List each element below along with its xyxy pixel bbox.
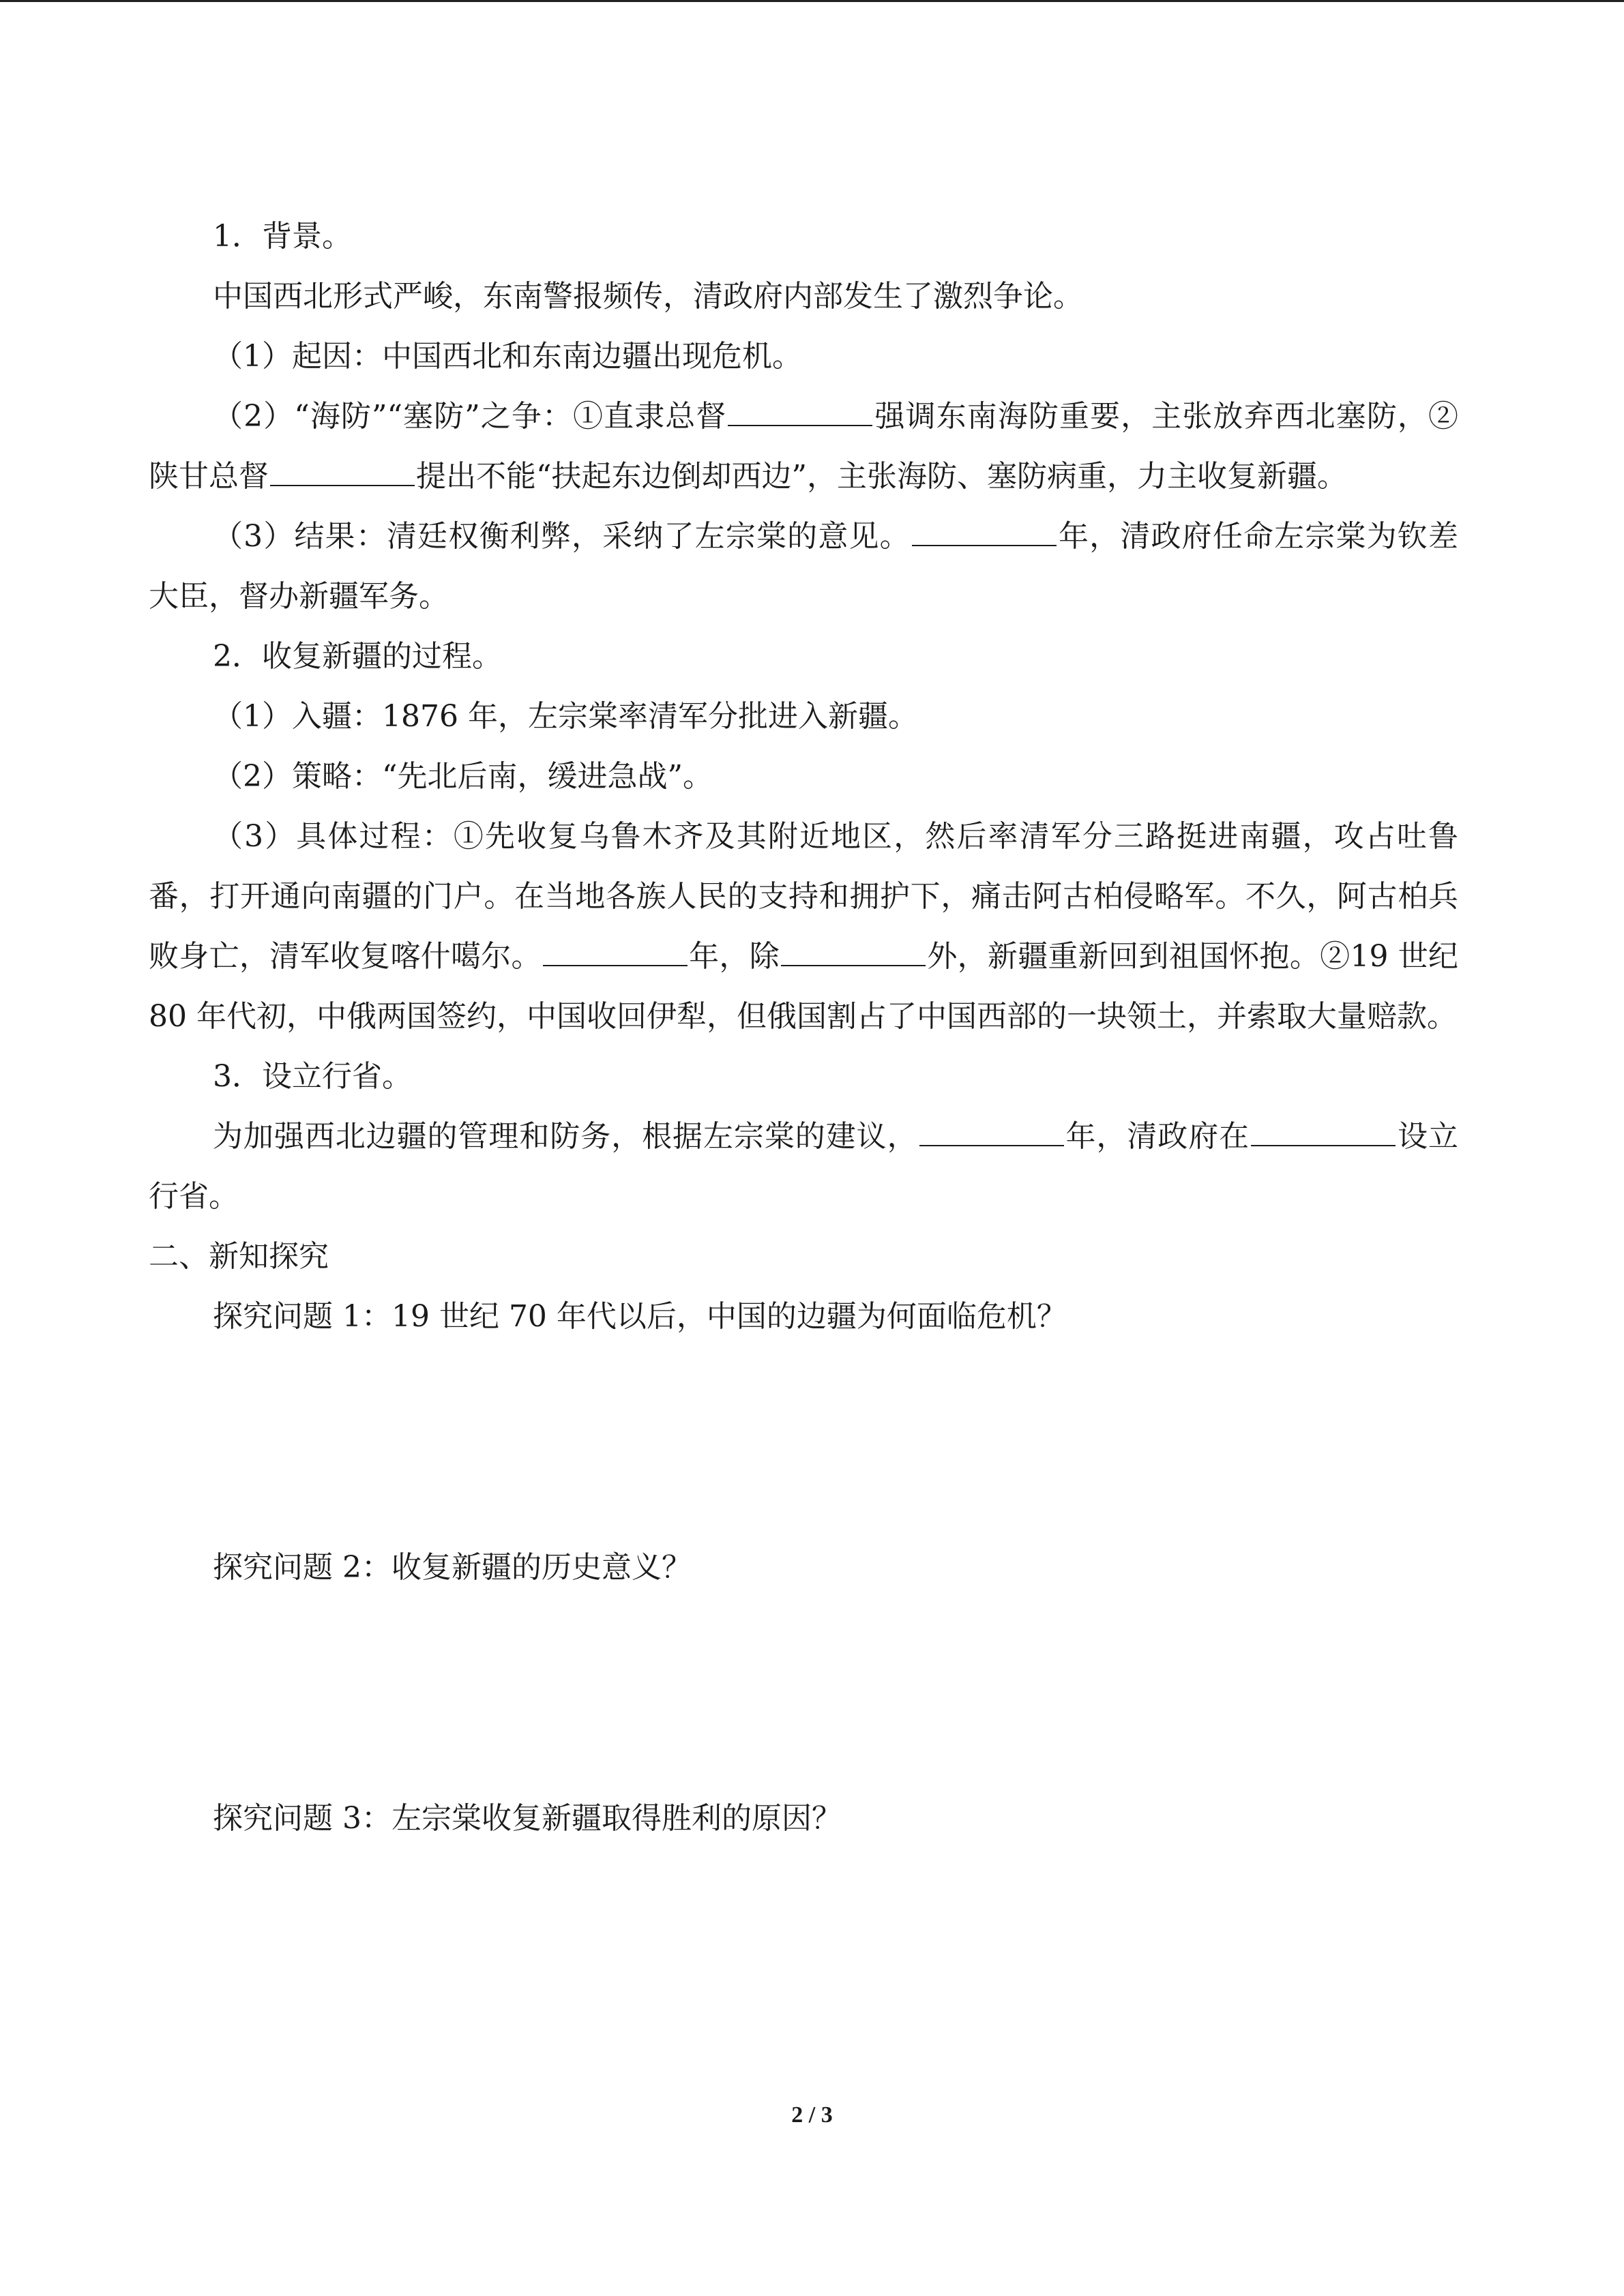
province-text-c: 设立行省。 <box>149 1119 1458 1214</box>
result-text-a: （3）结果：清廷权衡利弊，采纳了左宗棠的意见。 <box>213 519 911 554</box>
detail-text-c: 外，新疆重新回到祖国怀抱。②19 世纪 80 年代初，中俄两国签约，中国收回伊犁，但俄国割占了中国西部的一块领土，并索取大量赔款。 <box>149 939 1459 1034</box>
province-text <box>149 1107 1458 1227</box>
section-heading-process: 2．收复新疆的过程。 <box>213 639 502 674</box>
process-detail <box>149 807 1458 1047</box>
answer-space[interactable] <box>149 1347 1458 1538</box>
section-heading-province: 3．设立行省。 <box>213 1059 412 1094</box>
debate-text-b: 强调东南海防重要，主张放弃西北塞防，②陕甘总督 <box>149 399 1458 494</box>
explore-question-2: 探究问题 2：收复新疆的历史意义？ <box>213 1550 692 1585</box>
debate-text-a: （2）“海防”“塞防”之争：①直隶总督 <box>213 399 727 434</box>
page-number: 2 / 3 <box>791 2102 833 2128</box>
explore-question-1: 探究问题 1：19 世纪 70 年代以后，中国的边疆为何面临危机？ <box>213 1299 1067 1334</box>
document-body <box>149 207 1458 1849</box>
background-debate <box>149 387 1458 507</box>
fill-blank[interactable] <box>912 515 1057 546</box>
process-entry: （1）入疆：1876 年，左宗棠率清军分批进入新疆。 <box>213 699 918 734</box>
debate-text-c: 提出不能“扶起东边倒却西边”，主张海防、塞防病重，力主收复新疆。 <box>416 459 1347 494</box>
fill-blank[interactable] <box>919 1115 1064 1146</box>
background-intro: 中国西北形式严峻，东南警报频传，清政府内部发生了激烈争论。 <box>213 279 1083 314</box>
answer-space[interactable] <box>149 1598 1458 1789</box>
background-cause: （1）起因：中国西北和东南边疆出现危机。 <box>213 339 802 374</box>
fill-blank[interactable] <box>781 935 926 966</box>
section-heading-background: 1．背景。 <box>213 219 352 254</box>
explore-question-3: 探究问题 3：左宗棠收复新疆取得胜利的原因？ <box>213 1801 842 1836</box>
fill-blank[interactable] <box>728 395 872 426</box>
fill-blank[interactable] <box>1251 1115 1396 1146</box>
background-result <box>149 507 1458 627</box>
fill-blank[interactable] <box>543 935 688 966</box>
province-text-a: 为加强西北边疆的管理和防务，根据左宗棠的建议， <box>213 1119 918 1154</box>
fill-blank[interactable] <box>270 455 415 486</box>
section-heading-explore: 二、新知探究 <box>149 1239 329 1274</box>
province-text-b: 年，清政府在 <box>1065 1119 1250 1154</box>
result-text-b: 年，清政府任命左宗棠为钦差大臣，督办新疆军务。 <box>149 519 1458 614</box>
process-strategy: （2）策略：“先北后南，缓进急战”。 <box>213 759 713 794</box>
detail-text-b: 年，除 <box>688 939 780 974</box>
detail-text-a: （3）具体过程：①先收复乌鲁木齐及其附近地区，然后率清军分三路挺进南疆，攻占吐鲁番，打开通向南疆的门户。在当地各族人民的支持和拥护下，痛击阿古柏侵略军。不久，阿古柏兵败身亡，清军收复喀什噶尔。 <box>149 819 1458 974</box>
